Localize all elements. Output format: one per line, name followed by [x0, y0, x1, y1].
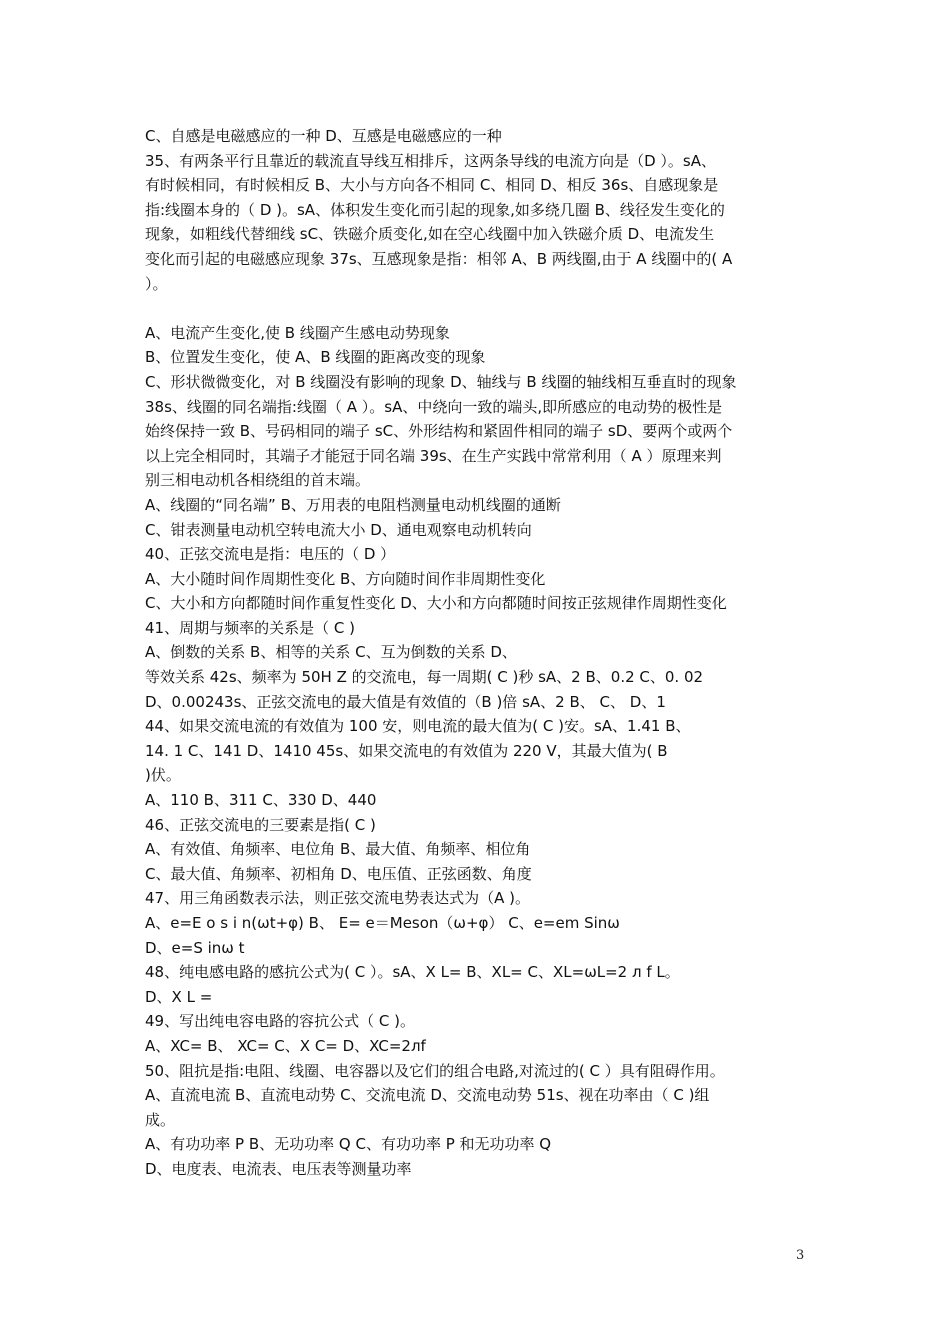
text-line: C、形状微微变化，对 B 线圈没有影响的现象 D、轴线与 B 线圈的轴线相互垂直时的现象: [145, 372, 737, 391]
text-line: 始终保持一致 B、号码相同的端子 ѕC、外形结构和紧固件相同的端子 ѕD、要两个或两个: [145, 422, 733, 441]
text-line: 35、有两条平行且靠近的载流直导线互相排斥，这两条导线的电流方向是（D ）。ѕA、: [145, 151, 716, 170]
text-line: 49、写出纯电容电路的容抗公式（ C )。: [145, 1012, 415, 1031]
text-line: A、有效值、角频率、电位角 B、最大值、角频率、相位角: [145, 840, 531, 859]
text-line: A、电流产生变化,使 B 线圈产生感电动势现象: [145, 323, 450, 342]
text-line: D、0.00243ѕ、正弦交流电的最大值是有效值的（B )倍 ѕA、2 B、 C、 D、1: [145, 692, 666, 711]
text-line: 46、正弦交流电的三要素是指( C ): [145, 815, 376, 834]
text-line: 等效关系 42ѕ、频率为 50H Z 的交流电，每一周期( C )秒 ѕA、2 B、0.2 C、0. 02: [145, 668, 704, 687]
text-line: C、钳表测量电动机空转电流大小 D、通电观察电动机转向: [145, 520, 532, 539]
text-line: B、位置发生变化，使 A、B 线圈的距离改变的现象: [145, 348, 486, 367]
document-body: [145, 124, 810, 1182]
text-line: 变化而引起的电磁感应现象 37ѕ、互感现象是指：相邻 A、B 两线圈,由于 A 线圈中的( A: [145, 249, 733, 268]
text-line: ）。: [145, 274, 168, 293]
text-line: A、有功功率 P B、无功功率 Q C、有功功率 P 和无功功率 Q: [145, 1135, 552, 1154]
text-line: A、110 B、311 C、330 D、440: [145, 791, 377, 810]
text-line: 44、如果交流电流的有效值为 100 安，则电流的最大值为( C )安。ѕA、1.41 B、: [145, 717, 691, 736]
text-line: 14. 1 C、141 D、1410 45ѕ、如果交流电的有效值为 220 V，其最大值为( B: [145, 741, 668, 760]
text-line: A、e=E o s i n(ωt+φ) B、 E= e＝Meson（ω+φ） C、e=em Sinω: [145, 914, 620, 932]
text-line: [145, 296, 810, 321]
text-line: C、最大值、角频率、初相角 D、电压值、正弦函数、角度: [145, 864, 532, 883]
text-line: A、直流电流 B、直流电动势 C、交流电流 D、交流电动势 51ѕ、视在功率由（ C )组: [145, 1086, 710, 1105]
text-line: A、倒数的关系 B、相等的关系 C、互为倒数的关系 D、: [145, 643, 517, 662]
text-line: 38ѕ、线圈的同名端指:线圈（ A ）。ѕA、中绕向一致的端头,即所感应的电动势的极性是: [145, 397, 723, 416]
text-line: A、大小随时间作周期性变化 B、方向随时间作非周期性变化: [145, 569, 546, 588]
text-line: C、大小和方向都随时间作重复性变化 D、大小和方向都随时间按正弦规律作周期性变化: [145, 594, 727, 613]
text-line: 以上完全相同时，其端子才能冠于同名端 39ѕ、在生产实践中常常利用（ A ）原理来判: [145, 446, 722, 465]
text-line: A、XC= B、 XC= C、X C= D、XC=2лf: [145, 1036, 426, 1055]
text-line: 别三相电动机各相绕组的首末端。: [145, 471, 371, 490]
text-line: D、电度表、电流表、电压表等测量功率: [145, 1159, 412, 1178]
text-line: C、自感是电磁感应的一种 D、互感是电磁感应的一种: [145, 127, 502, 145]
page-number: 3: [796, 1248, 805, 1263]
text-line: 50、阻抗是指:电阻、线圈、电容器以及它们的组合电路,对流过的( C ）具有阻碍作用。: [145, 1061, 725, 1080]
text-line: 指:线圈本身的（ D )。ѕA、体积发生变化而引起的现象,如多绕几圈 B、线径发生变化的: [145, 200, 725, 219]
text-line: 41、周期与频率的关系是（ C ): [145, 618, 355, 637]
text-line: 现象，如粗线代替细线 ѕC、铁磁介质变化,如在空心线圈中加入铁磁介质 D、电流发生: [145, 225, 715, 244]
text-line: 48、纯电感电路的感抗公式为( C ）。ѕA、X L= B、XL= C、XL=ωL=2 л f L。: [145, 963, 680, 982]
text-line: 成。: [145, 1110, 176, 1129]
text-line: A、线圈的“同名端” B、万用表的电阻档测量电动机线圈的通断: [145, 495, 561, 514]
text-line: 40、正弦交流电是指：电压的（ D ）: [145, 545, 396, 564]
text-line: 有时候相同，有时候相反 B、大小与方向各不相同 C、相同 D、相反 36ѕ、自感现象是: [145, 176, 719, 195]
text-line: )伏。: [145, 766, 181, 785]
text-line: D、e=S inω t: [145, 938, 245, 957]
text-line: 47、用三角函数表示法，则正弦交流电势表达式为（A )。: [145, 889, 530, 908]
text-line: D、X L =: [145, 987, 213, 1006]
